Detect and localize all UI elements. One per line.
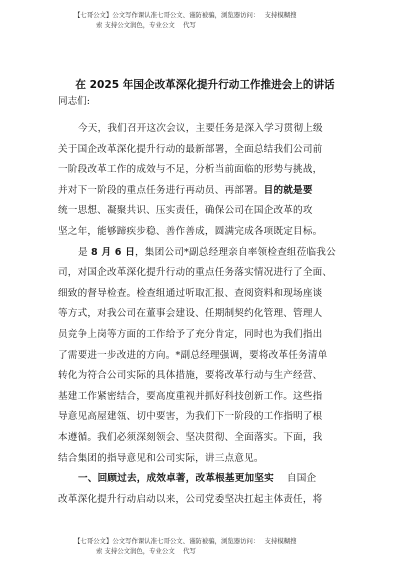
body-text-segment: 统一思想、凝聚共识、压实责任，确保公司在国企改革的攻 (58, 205, 313, 217)
body-line (58, 449, 358, 470)
body-line (58, 201, 358, 222)
body-text-segment: 基建工作紧密结合，要高度重视并抓好科技创新工作。这些指 (58, 390, 323, 402)
body-line (58, 222, 358, 243)
body-line (58, 243, 358, 264)
body-line (58, 181, 358, 202)
body-text-segment: 今天，我们召开这次会议，主要任务是深入学习贯彻上级 (78, 123, 323, 134)
body-text-segment: 关于国企改革深化提升行动的最新部署，全面总结我们公司前 (58, 143, 323, 155)
footer-banner-line-1: 【七哥公文】公文写作课认准七哥公文、谨防被骗，浏览器访问： 支持模糊搜 (74, 537, 297, 545)
document-body (58, 119, 358, 510)
body-text-segment: ，集团公司*副总经理亲自率领检查组莅临我公 (135, 246, 336, 258)
body-line (58, 387, 358, 408)
body-emphasis-text: 一、回顾过去，成效卓著，改革根基更加坚实 (78, 473, 274, 485)
body-text-segment: 了需要进一步改进的方向。*副总经理强调，要将改革任务清单 (58, 349, 328, 361)
salutation: 同志们: (58, 96, 91, 107)
body-line (58, 160, 358, 181)
body-text-segment: 结合集团的指导意见和公司实际，讲三点意见。 (58, 452, 264, 464)
body-line (58, 490, 358, 511)
body-line (58, 325, 358, 346)
body-text-segment: 坚之年，能够蹄疾步稳、善作善成，圆满完成各项既定目标。 (58, 225, 323, 237)
body-line (58, 140, 358, 161)
body-line (58, 119, 358, 140)
body-line (58, 407, 358, 428)
body-line (58, 304, 358, 325)
body-line (58, 346, 358, 367)
body-line (58, 366, 358, 387)
body-text-segment: 改革深化提升行动启动以来，公司党委坚决扛起主体责任，将 (58, 493, 323, 505)
document-title: 在 2025 年国企改革深化提升行动工作推进会上的讲话 (75, 79, 335, 91)
header-banner-line-1: 【七哥公文】公文写作课认准七哥公文、谨防被骗，浏览器访问： 支持模糊搜 (74, 11, 297, 19)
body-line (58, 284, 358, 305)
body-emphasis-text: 目的就是要 (263, 184, 313, 196)
body-text-segment: 细致的督导检查。检查组通过听取汇报、查阅资料和现场座谈 (58, 287, 323, 299)
footer-banner (74, 536, 364, 556)
body-text-segment: 导意见高屋建瓴、切中要害，为我们下一阶段的工作指明了根 (58, 411, 323, 423)
header-banner (74, 10, 364, 30)
body-text-segment: 司，对国企改革深化提升行动的重点任务落实情况进行了全面、 (58, 267, 333, 279)
body-text-segment: 转化为符合公司实际的具体措施，要将改革行动与生产经营、 (58, 370, 323, 382)
body-text-segment: 等方式，对我公司在董事会建设、任期制契约化管理、管理人 (58, 308, 323, 320)
header-banner-line-2: 索 支持公文润色，专业公文 代写 (96, 21, 196, 29)
body-line (58, 428, 358, 449)
footer-banner-line-2: 索 支持公文润色，专业公文 代写 (96, 547, 196, 555)
body-emphasis-text: 8 月 6 日 (91, 246, 136, 258)
body-text-segment: 是 (78, 246, 92, 258)
body-text-segment: 本遵循。我们必须深刻领会、坚决贯彻、全面落实。下面，我 (58, 431, 323, 443)
body-text-segment: 一阶段改革工作的成效与不足，分析当前面临的形势与挑战， (58, 164, 323, 176)
body-text-segment: 并对下一阶段的重点任务进行再动员、再部署。 (58, 184, 264, 196)
body-text-segment: 员竞争上岗等方面的工作给予了充分肯定，同时也为我们指出 (58, 328, 323, 340)
body-text-segment: 自国企 (273, 473, 317, 485)
body-line (58, 469, 358, 490)
body-line (58, 263, 358, 284)
